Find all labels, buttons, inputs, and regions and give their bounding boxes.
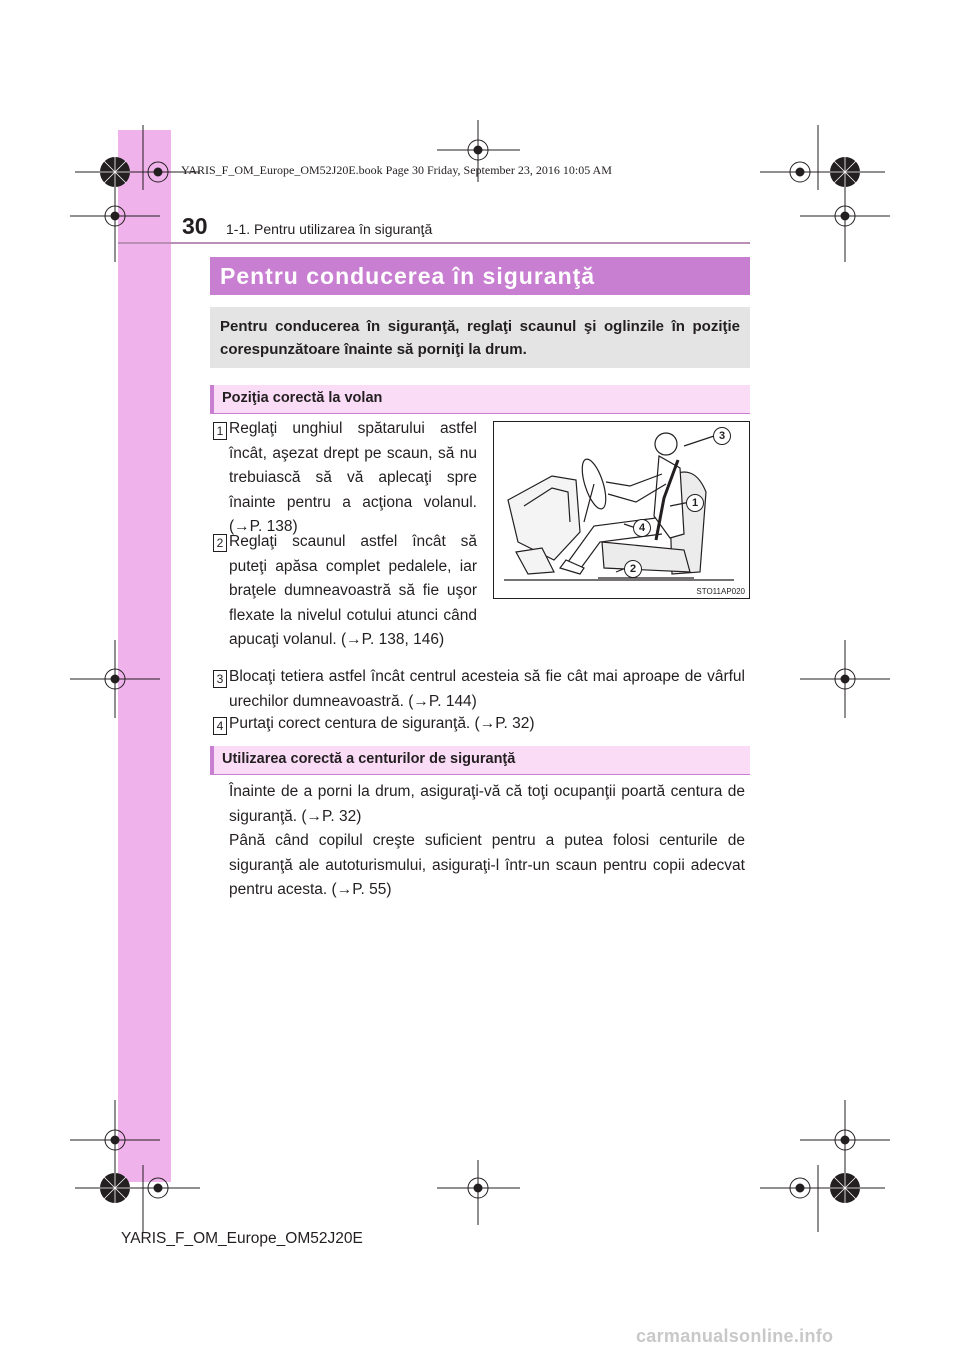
figure-callout-4: 4	[633, 519, 651, 537]
subsection-heading-seatbelts: Utilizarea corectă a centurilor de siguranţă	[210, 746, 750, 775]
seatbelt-paragraph-2: Până când copilul creşte suficient pentru a putea folosi centurile de siguranţă ale autoturismului, asiguraţi-l într-un scaun pentru copii adecvat pentru acesta. (→P. 55)	[229, 832, 745, 898]
page-number: 30	[182, 213, 208, 239]
footer-document-code: YARIS_F_OM_Europe_OM52J20E	[121, 1230, 363, 1247]
item-number-1: 1	[213, 422, 227, 440]
item-text-2: Reglaţi scaunul astfel încât să puteţi apăsa complet pedalele, iar braţele dumneavoastră să fie uşor flexate la nivelul cotului atunci când apucaţi volanul. (→P. 138, 146)	[229, 533, 477, 648]
subsection-heading-driving-posture: Poziţia corectă la volan	[210, 385, 750, 414]
figure-callout-3: 3	[713, 427, 731, 445]
intro-box: Pentru conducerea în siguranţă, reglaţi scaunul şi oglinzile în poziţie corespunzătoare înainte să porniţi la drum.	[210, 307, 750, 368]
header-divider	[118, 242, 750, 244]
item-text-1: Reglaţi unghiul spătarului astfel încât, aşezat drept pe scaun, să nu trebuiască să vă aplecaţi spre înainte pentru a acţiona volanul. (→P. 138)	[229, 420, 477, 535]
figure-code: STO11AP020	[696, 587, 745, 596]
item-number-2: 2	[213, 534, 227, 552]
breadcrumb: 1-1. Pentru utilizarea în siguranţă	[226, 221, 433, 237]
figure-callout-2: 2	[624, 560, 642, 578]
seatbelt-paragraph-1: Înainte de a porni la drum, asiguraţi-vă că toţi ocupanţii poartă centura de siguranţă. (→P. 32)	[229, 783, 745, 825]
driving-posture-figure	[493, 421, 750, 599]
item-number-3: 3	[213, 670, 227, 688]
item-number-4: 4	[213, 717, 227, 735]
figure-callout-1: 1	[686, 494, 704, 512]
section-title: Pentru conducerea în siguranţă	[210, 257, 750, 295]
watermark: carmanualsonline.info	[636, 1326, 834, 1346]
file-info-line: YARIS_F_OM_Europe_OM52J20E.book Page 30 Friday, September 23, 2016 10:05 AM	[181, 163, 612, 177]
item-text-4: Purtaţi corect centura de siguranţă. (→P. 32)	[229, 715, 535, 732]
item-text-3: Blocaţi tetiera astfel încât centrul acesteia să fie cât mai aproape de vârful urechilor dumneavoastră. (→P. 144)	[229, 668, 745, 710]
seated-driver-illustration	[494, 422, 749, 598]
